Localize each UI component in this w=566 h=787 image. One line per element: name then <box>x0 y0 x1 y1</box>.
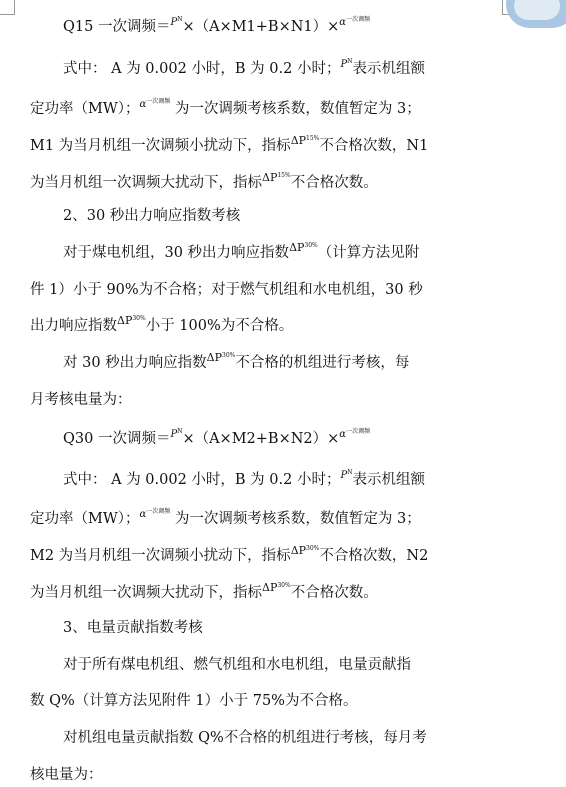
paragraph-line: 月考核电量为： <box>30 392 132 408</box>
delta-p-symbol: ΔP30% <box>206 351 236 364</box>
section-heading-2: 2、30 秒出力响应指数考核 <box>63 208 241 224</box>
paragraph-line: M2 为当月机组一次调频小扰动下，指标$^{\Delta P^{30\%}}$不合格次数，N2 <box>30 544 429 564</box>
delta-p-symbol: ΔP30% <box>262 581 291 594</box>
alpha-symbol: α一次调频 <box>339 16 371 28</box>
pn-symbol: PN <box>340 469 353 481</box>
paragraph-line: 定功率（MW）；$^{\alpha^{一次调频}}$ 为一次调频考核系数，数值暂定为 3； <box>30 508 421 527</box>
pn-symbol: PN <box>340 58 353 70</box>
paragraph-line: M1 为当月机组一次调频小扰动下，指标$^{\Delta P^{15\%}}$不合格次数，N1 <box>30 134 429 154</box>
paragraph-line: 定功率（MW）；$^{\alpha^{一次调频}}$ 为一次调频考核系数，数值暂定为 3； <box>30 98 421 117</box>
pn-symbol: PN <box>170 428 183 440</box>
paragraph-line: 式中： A 为 0.002 小时，B 为 0.2 小时；$^{P^N}$表示机组额 <box>63 58 425 77</box>
paragraph-line: 对 30 秒出力响应指数$^{\Delta P^{30\%}}$不合格的机组进行考核，每 <box>63 351 410 371</box>
decorative-shape-inner <box>514 0 560 20</box>
delta-p-symbol: ΔP15% <box>262 171 291 184</box>
paragraph-line: 对于煤电机组，30 秒出力响应指数$^{\Delta P^{30\%}}$（计算方法见附 <box>63 241 420 261</box>
delta-p-symbol: ΔP30% <box>117 314 146 327</box>
paragraph-line: 式中： A 为 0.002 小时，B 为 0.2 小时；$^{P^N}$表示机组额 <box>63 469 425 488</box>
alpha-symbol: α一次调频 <box>339 428 371 440</box>
formula-q30-lhs: Q30 一次调频＝ <box>63 431 171 447</box>
alpha-symbol: α一次调频 <box>139 98 171 110</box>
alpha-symbol: α一次调频 <box>139 508 171 520</box>
paragraph-line: 数 Q%（计算方法见附件 1）小于 75%为不合格。 <box>30 693 358 709</box>
formula-q30-rhs: ×（A×M2+B×N2）× <box>182 431 340 447</box>
delta-p-symbol: ΔP30% <box>289 241 318 254</box>
formula-q30 <box>63 429 370 452</box>
formula-q15-lhs: Q15 一次调频＝ <box>63 19 171 35</box>
paragraph-line: 对于所有煤电机组、燃气机组和水电机组，电量贡献指 <box>63 657 411 673</box>
formula-q15-rhs: ×（A×M1+B×N1）× <box>182 19 340 35</box>
paragraph-line: 核电量为： <box>30 767 103 783</box>
page-corner-mark-left <box>0 0 15 15</box>
paragraph-line: 为当月机组一次调频大扰动下，指标$^{\Delta P^{15\%}}$不合格次数。 <box>30 171 378 191</box>
pn-symbol: PN <box>170 16 183 28</box>
paragraph-line: 为当月机组一次调频大扰动下，指标$^{\Delta P^{30\%}}$不合格次数。 <box>30 581 378 601</box>
paragraph-line: 出力响应指数$^{\Delta P^{30\%}}$小于 100%为不合格。 <box>30 314 294 334</box>
delta-p-symbol: ΔP15% <box>290 134 320 147</box>
formula-q15 <box>63 17 370 40</box>
paragraph-line: 件 1）小于 90%为不合格；对于燃气机组和水电机组，30 秒 <box>30 282 423 298</box>
section-heading-3: 3、电量贡献指数考核 <box>63 620 203 636</box>
paragraph-line: 对机组电量贡献指数 Q%不合格的机组进行考核，每月考 <box>63 730 427 746</box>
delta-p-symbol: ΔP30% <box>290 544 320 557</box>
